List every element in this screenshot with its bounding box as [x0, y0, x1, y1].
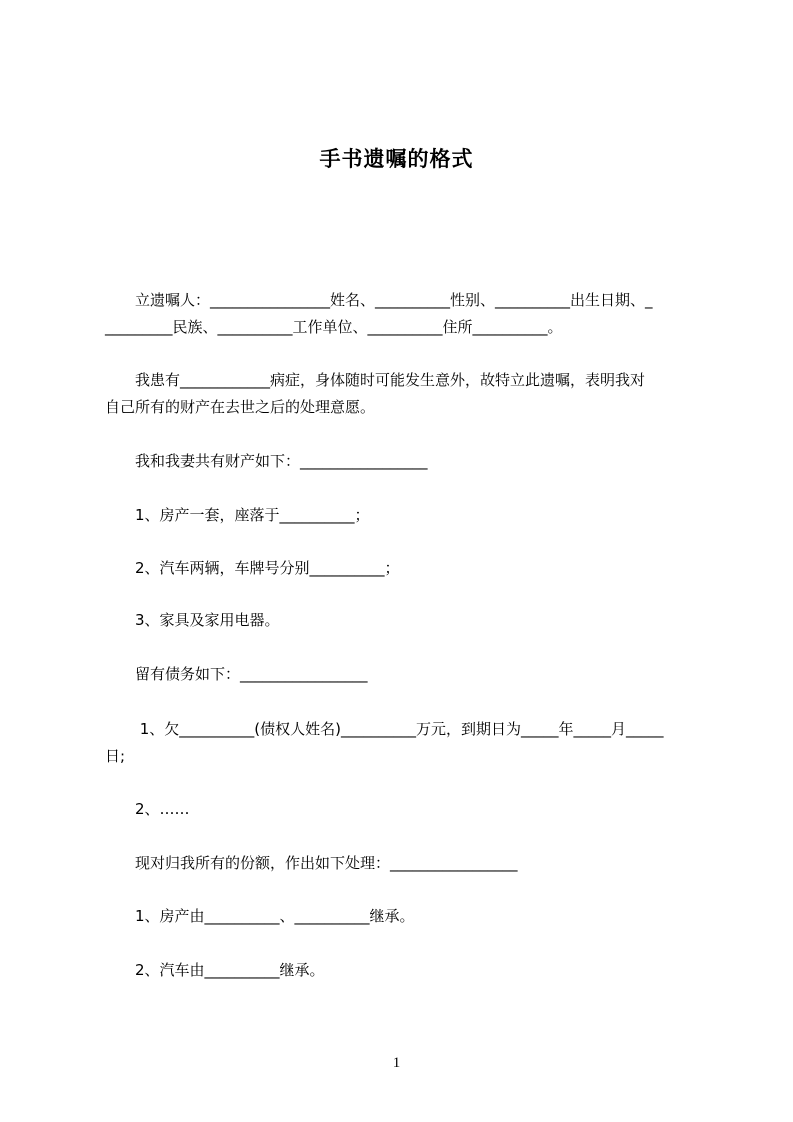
debt-item-2: 2、…… — [105, 800, 190, 818]
document-title: 手书遗嘱的格式 — [319, 147, 474, 171]
property-item-house: 1、房产一套，座落于__________； — [105, 506, 370, 524]
page-number: 1 — [392, 1055, 401, 1071]
testator-line-1: 立遗嘱人：________________姓名、__________性别、__________出生日期、_ — [105, 291, 653, 309]
property-item-furniture: 3、家具及家用电器。 — [105, 611, 280, 629]
testator-paragraph — [105, 287, 705, 343]
debt-item-1-line-2: 日; — [105, 747, 126, 765]
debt-item-1-line-1: 1、欠__________(债权人姓名)__________万元，到期日为_____年_____月_____ — [105, 720, 664, 738]
illness-line-1: 我患有____________病症，身体随时可能发生意外，故特立此遗嘱，表明我对 — [105, 371, 646, 389]
shared-property-paragraph: 我和我妻共有财产如下：_________________ — [105, 452, 428, 470]
property-item-cars: 2、汽车两辆，车牌号分别__________； — [105, 559, 400, 577]
disposal-item-house: 1、房产由__________、__________继承。 — [105, 907, 415, 925]
disposal-paragraph: 现对归我所有的份额，作出如下处理：_________________ — [105, 854, 518, 872]
illness-paragraph — [105, 367, 705, 423]
debt-item-1 — [105, 716, 705, 772]
illness-line-2: 自己所有的财产在去世之后的处理意愿。 — [105, 398, 376, 416]
debts-paragraph: 留有债务如下：_________________ — [105, 665, 368, 683]
disposal-item-car: 2、汽车由__________继承。 — [105, 961, 325, 979]
testator-line-2: _________民族、__________工作单位、__________住所__________。 — [105, 318, 563, 336]
